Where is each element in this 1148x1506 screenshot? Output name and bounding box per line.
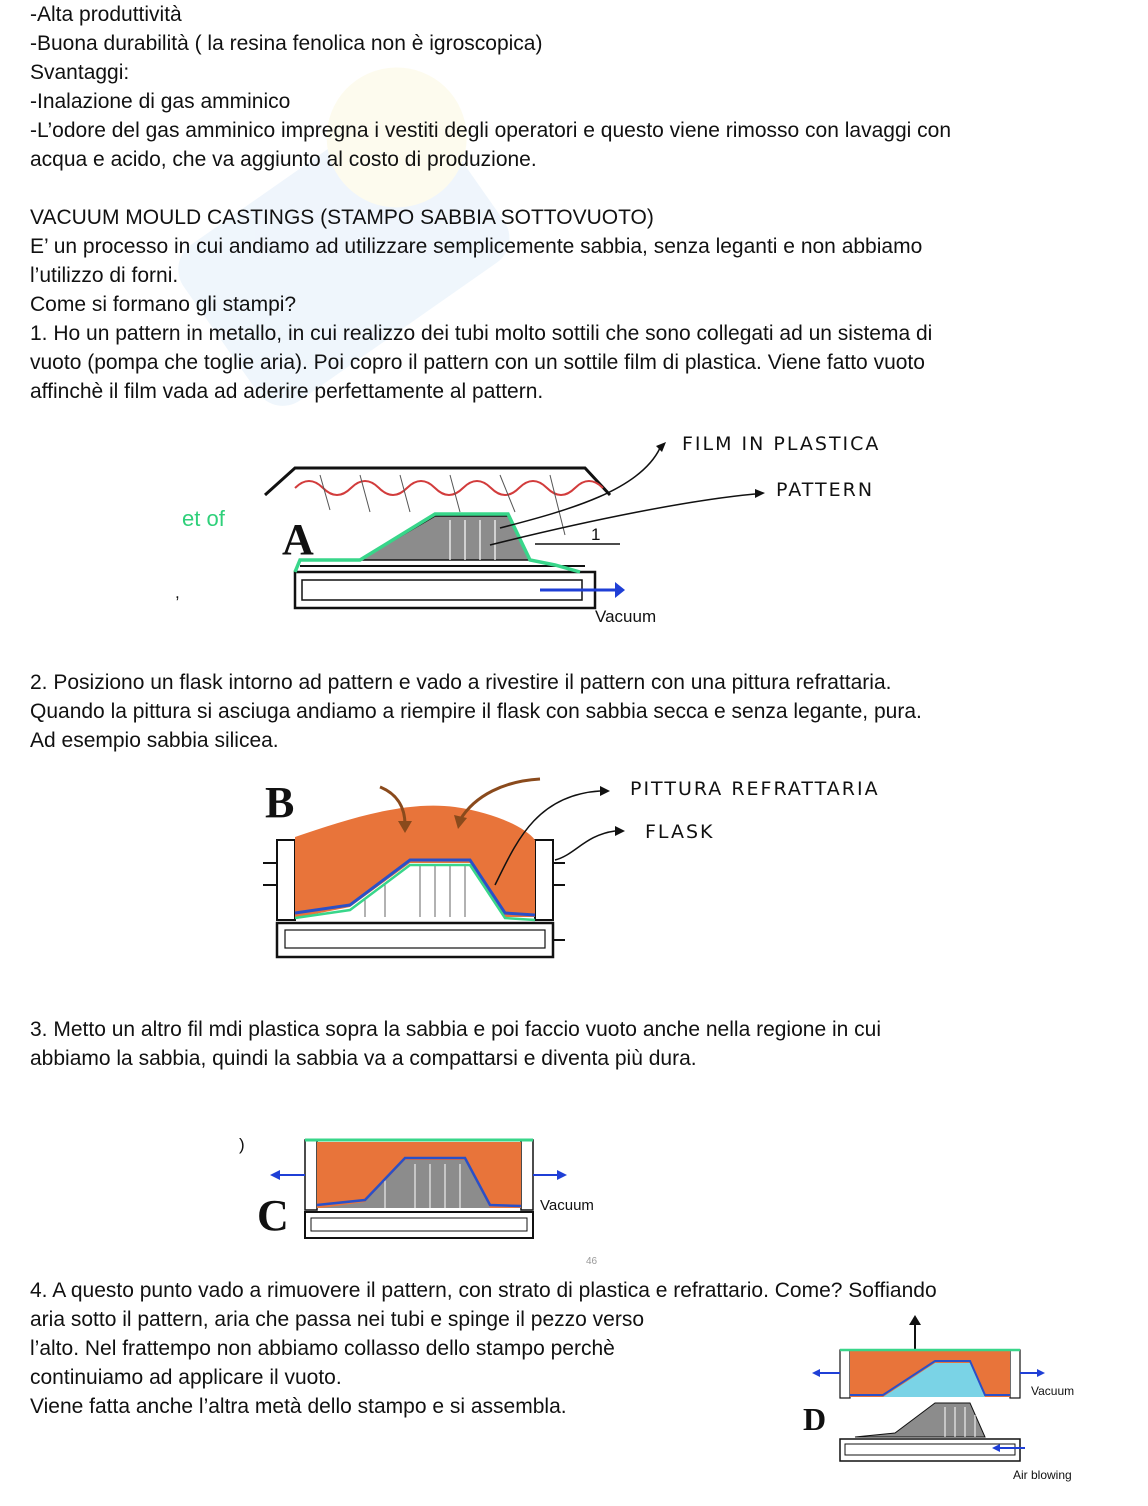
figure-c: [235, 1130, 615, 1250]
figure-b: [255, 765, 915, 970]
text-line: aria sotto il pattern, aria che passa nei tubi e spinge il pezzo verso: [30, 1308, 645, 1331]
text-line: Ad esempio sabbia silicea.: [30, 729, 279, 752]
text-line: -Inalazione di gas amminico: [30, 90, 291, 113]
text-line: Quando la pittura si asciuga andiamo a riempire il flask con sabbia secca e senza legante, pura.: [30, 700, 922, 723]
leader-arrowhead: [755, 489, 765, 498]
green-annotation: et of: [182, 506, 225, 531]
base-channel: [285, 930, 545, 948]
text-line: vuoto (pompa che toglie aria). Poi copro il pattern con un sottile film di plastica. Viene fatto vuoto: [30, 351, 925, 374]
text-line: acqua e acido, che va aggiunto al costo di produzione.: [30, 148, 537, 171]
vacuum-arrow-head: [615, 582, 625, 598]
text-line: l’utilizzo di forni.: [30, 264, 179, 287]
section-heading: VACUUM MOULD CASTINGS (STAMPO SABBIA SOTTOVUOTO): [30, 206, 654, 229]
leader-arrowhead: [656, 442, 666, 452]
text-line: 4. A questo punto vado a rimuovere il pattern, con strato di plastica e refrattario. Come? Soffiando: [30, 1279, 937, 1302]
figure-a: [170, 420, 900, 635]
base-channel: [845, 1444, 1015, 1455]
text-line: l’alto. Nel frattempo non abbiamo collasso dello stampo perchè: [30, 1337, 615, 1360]
text-line: 2. Posiziono un flask intorno ad pattern e vado a rivestire il pattern con una pittura refrattaria.: [30, 671, 892, 694]
vacuum-arrowhead: [1037, 1369, 1045, 1377]
figure-letter-a: A: [282, 515, 314, 564]
text-line: abbiamo la sabbia, quindi la sabbia va a compattarsi e diventa più dura.: [30, 1047, 697, 1070]
flask-wall-right: [535, 840, 553, 920]
figure-letter-b: B: [265, 778, 295, 827]
flask-wall-right: [1010, 1350, 1020, 1398]
text-line: Svantaggi:: [30, 61, 130, 84]
flask-wall-left: [840, 1350, 850, 1398]
flask-wall-left: [277, 840, 295, 920]
vacuum-arrowhead: [812, 1369, 820, 1377]
leader-line: [500, 448, 660, 528]
side-mark: ,: [175, 583, 180, 602]
text-line: affinchè il film vada ad aderire perfettamente al pattern.: [30, 380, 544, 403]
side-mark: ): [239, 1135, 245, 1154]
lift-arrowhead: [909, 1315, 921, 1325]
leader-arrowhead: [615, 826, 625, 836]
text-line: -Alta produttività: [30, 3, 182, 26]
callout-number: 1: [591, 525, 601, 544]
vacuum-arrowhead: [557, 1170, 567, 1180]
figure-d: [795, 1315, 1095, 1490]
paint-label: PITTURA REFRATTARIA: [630, 778, 880, 800]
vacuum-label: Vacuum: [1031, 1384, 1075, 1398]
text-line: continuiamo ad applicare il vuoto.: [30, 1366, 342, 1389]
pattern-shape: [360, 516, 530, 560]
text-line: 3. Metto un altro fil mdi plastica sopra la sabbia e poi faccio vuoto anche nella regione in cui: [30, 1018, 881, 1041]
figure-letter-c: C: [257, 1191, 289, 1240]
pattern-label: PATTERN: [776, 479, 875, 501]
text-line: Viene fatta anche l’altra metà dello stampo e si assembla.: [30, 1395, 567, 1418]
flask-wall-left: [305, 1140, 317, 1210]
leader-arrowhead: [600, 786, 610, 796]
text-line: E’ un processo in cui andiamo ad utilizzare semplicemente sabbia, senza leganti e non abbiamo: [30, 235, 923, 258]
heat-wave: [295, 481, 603, 495]
air-blowing-label: Air blowing: [1013, 1468, 1072, 1482]
page-number: 46: [586, 1256, 598, 1267]
vacuum-label: Vacuum: [595, 607, 657, 626]
flask-label: FLASK: [645, 821, 715, 843]
vacuum-label: Vacuum: [540, 1197, 594, 1214]
figure-letter-d: D: [803, 1401, 827, 1437]
text-line: -L’odore del gas amminico impregna i vestiti degli operatori e questo viene rimosso con lavaggi con: [30, 119, 951, 142]
vacuum-arrowhead: [270, 1170, 280, 1180]
text-line: 1. Ho un pattern in metallo, in cui realizzo dei tubi molto sottili che sono collegati ad un sistema di: [30, 322, 933, 345]
text-line: Come si formano gli stampi?: [30, 293, 297, 316]
base-channel: [311, 1218, 527, 1231]
text-line: -Buona durabilità ( la resina fenolica non è igroscopica): [30, 32, 543, 55]
film-label: FILM IN PLASTICA: [682, 433, 881, 455]
leader-line: [555, 831, 615, 860]
flask-wall-right: [521, 1140, 533, 1210]
